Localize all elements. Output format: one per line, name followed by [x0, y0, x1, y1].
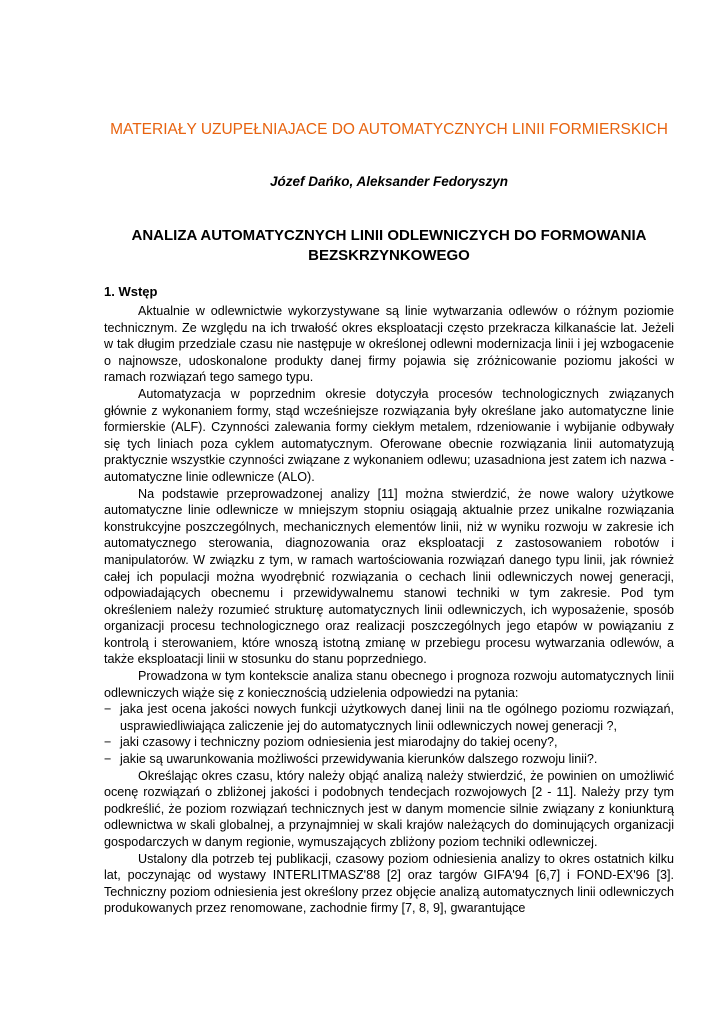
body-text [104, 303, 674, 917]
section-heading: 1. Wstęp [104, 284, 158, 299]
authors: Józef Dańko, Aleksander Fedoryszyn [269, 174, 509, 189]
paragraph: Określając okres czasu, który należy objąć analizą należy stwierdzić, że powinien on umożliwić ocenę rozwiązań o zbliżonej jakości i podobnych tendecjach rozwojowych [2 - 11]. Należy przy tym podkreślić, że poziom rozwiązań technicznych jest w danym momencie silnie związany z koniunkturą odlewnictwa w skali globalnej, a przynajmniej w skali krajów należących do dominujących organizacji gospodarczych w danym regionie, wymuszających zbliżony poziom techniki odlewniczej. [104, 768, 674, 849]
list-item-text: jaki czasowy i techniczny poziom odniesienia jest miarodajny do takiej oceny?, [120, 735, 558, 750]
dash-bullet: − [104, 702, 112, 717]
article-title: ANALIZA AUTOMATYCZNYCH LINII ODLEWNICZYCH DO FORMOWANIA BEZSKRZYNKOWEGO [131, 227, 647, 264]
list-item [104, 701, 674, 734]
paragraph: Aktualnie w odlewnictwie wykorzystywane są linie wytwarzania odlewów o różnym poziomie technicznym. Ze względu na ich trwałość okres eksploatacji często przekracza kilkanaście lat. Jeżeli w tak długim przedziale czasu nie następuje w określonej odlewni modernizacja linii i jej wzbogacenie o najnowsze, udoskonalone produkty danej firmy pojawia się zróżnicowanie poziomu jakości w ramach rozwiązań tego samego typu. [104, 304, 674, 385]
paragraph: Na podstawie przeprowadzonej analizy [11] można stwierdzić, że nowe walory użytkowe automatyczne linie odlewnicze w mniejszym stopniu osiągają aktualnie przez unikalne rozwiązania konstrukcyjne poszczególnych, mechanicznych elementów linii, niż w wyniku rozwoju w zakresie ich automatycznego sterowania, diagnozowania oraz eksploatacji z zastosowaniem robotów i manipulatorów. W związku z tym, w ramach wartościowania rozwiązań danego typu linii, jak również całej ich populacji można wyodrębnić rozwiązania o cechach linii odlewniczych nowej generacji, odpowiadających obecnemu i przewidywalnemu stanowi techniki w tym zakresie. Pod tym określeniem należy rozumieć strukturę automatycznych linii odlewniczych, ich wyposażenie, sposób organizacji procesu technologicznego oraz realizacji poszczególnych jego etapów w powiązaniu z kontrolą i sterowaniem, które wnoszą istotną zmianę w przebiegu procesu wytwarzania odlewów, a także eksploatacji linii w stosunku do stanu poprzedniego. [104, 486, 674, 667]
list-item [104, 734, 674, 751]
header-title: MATERIAŁY UZUPEŁNIAJACE DO AUTOMATYCZNYCH LINII FORMIERSKICH [110, 121, 668, 138]
paragraph: Prowadzona w tym kontekscie analiza stanu obecnego i prognoza rozwoju automatycznych linii odlewniczych wiąże się z koniecznością udzielenia odpowiedzi na pytania: [104, 669, 674, 700]
list-item-text: jaka jest ocena jakości nowych funkcji użytkowych danej linii na tle ogólnego poziomu rozwiązań, usprawiedliwiająca zaliczenie jej do automatycznych linii odlewniczych nowej generacji ?, [120, 702, 674, 733]
dash-bullet: − [104, 735, 112, 750]
paragraph: Ustalony dla potrzeb tej publikacji, czasowy poziom odniesienia analizy to okres ostatnich kilku lat, poczynając od wystawy INTERLITMASZ'88 [2] oraz targów GIFA'94 [6,7] i FOND-EX'96 [3]. Techniczny poziom odniesienia jest określony przez objęcie analizą automatycznych linii odlewniczych produkowanych przez renomowane, zachodnie firmy [7, 8, 9], gwarantujące [104, 851, 674, 916]
list-item [104, 751, 674, 768]
paragraph: Automatyzacja w poprzednim okresie dotyczyła procesów technologicznych związanych głównie z wykonaniem formy, stąd wcześniejsze rozwiązania były określane jako automatyczne linie formierskie (ALF). Czynności zalewania formy ciekłym metalem, rdzeniowanie i wybijanie odbywały się tych liniach poza cyklem automatycznym. Oferowane obecnie rozwiązania linii automatyzują praktycznie wszystkie czynności związane z wykonaniem odlewu; uzasadniona jest zatem ich nazwa - automatyczne linie odlewnicze (ALO). [104, 386, 674, 484]
list-item-text: jakie są uwarunkowania możliwości przewidywania kierunków dalszego rozwoju linii?. [120, 752, 598, 767]
dash-bullet: − [104, 752, 112, 767]
question-list [104, 701, 674, 767]
